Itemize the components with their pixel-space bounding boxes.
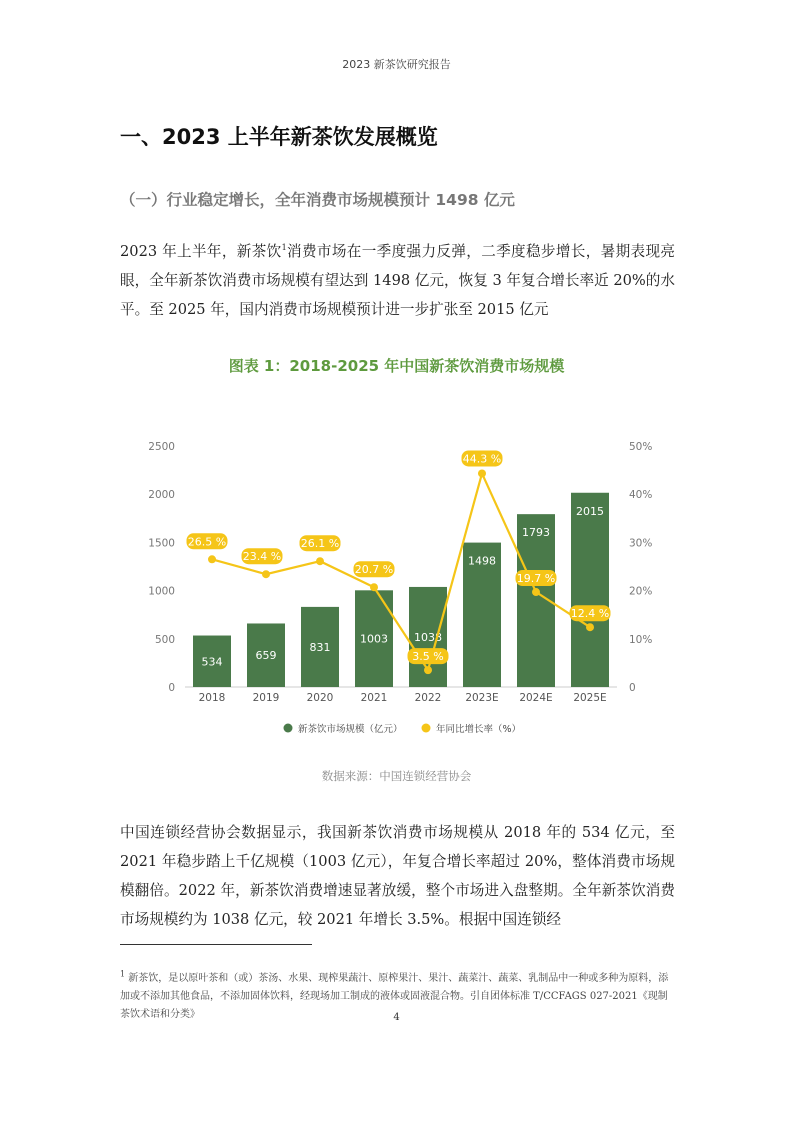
- legend-line-marker: [422, 724, 431, 733]
- y-tick-right: 40%: [629, 489, 653, 502]
- y-tick-right: 0: [629, 682, 636, 694]
- growth-rate-label: 23.4 %: [242, 550, 282, 564]
- growth-rate-point: [532, 588, 540, 596]
- legend-bar-label: 新茶饮市场规模（亿元）: [298, 724, 403, 735]
- y-tick-left: 2500: [148, 441, 175, 453]
- growth-rate-point: [478, 469, 486, 477]
- y-tick-left: 2000: [148, 489, 175, 502]
- growth-rate-point: [208, 555, 216, 563]
- growth-rate-label: 44.3 %: [462, 452, 502, 466]
- footnote-divider: [120, 944, 312, 945]
- paragraph-intro-lead: 2023 年上半年，新茶饮: [120, 243, 282, 260]
- legend-bar-marker: [284, 724, 293, 733]
- footnote-reference[interactable]: 1: [281, 243, 287, 253]
- y-tick-right: 50%: [629, 441, 653, 453]
- bar-value-label: 2015: [576, 504, 604, 518]
- y-tick-left: 1500: [148, 537, 175, 550]
- growth-rate-point: [316, 557, 324, 565]
- bar-value-label: 1793: [522, 526, 550, 540]
- y-tick-right: 20%: [629, 585, 653, 598]
- y-tick-right: 30%: [629, 537, 653, 550]
- paragraph-intro-rest: 消费市场在一季度强力反弹，二季度稳步增长，暑期表现亮眼，全年新茶饮消费市场规模有望达到 1498 亿元，恢复 3 年复合增长率近 20%的水平。至 2025 年，国内消费市场规模预计进一步扩张至 2015 亿元: [120, 243, 675, 318]
- running-header: 2023 新茶饮研究报告: [342, 58, 451, 71]
- paragraph-intro: [120, 237, 675, 324]
- growth-rate-label: 26.5 %: [187, 535, 227, 549]
- chart-svg: [118, 428, 678, 748]
- figure-caption: 图表 1：2018-2025 年中国新茶饮消费市场规模: [228, 357, 565, 375]
- growth-rate-label: 12.4 %: [570, 607, 610, 621]
- y-tick-left: 500: [154, 633, 175, 646]
- growth-rate-point: [424, 666, 432, 674]
- bar-value-label: 831: [309, 640, 331, 654]
- growth-rate-label: 26.1 %: [300, 537, 340, 551]
- page-number: 4: [393, 1012, 400, 1023]
- legend-line-label: 年同比增长率（%）: [436, 724, 522, 735]
- bar: [571, 493, 609, 687]
- bar-value-label: 1003: [360, 632, 388, 646]
- section-title: 一、2023 上半年新茶饮发展概览: [120, 125, 438, 149]
- bar-value-label: 534: [201, 655, 223, 669]
- x-tick-label: 2024E: [519, 692, 553, 704]
- paragraph-analysis: 中国连锁经营协会数据显示，我国新茶饮消费市场规模从 2018 年的 534 亿元，至 2021 年稳步踏上千亿规模（1003 亿元），年复合增长率超过 20%，整体消费市场规模翻倍。2022 年，新茶饮消费增速显著放缓，整个市场进入盘整期。全年新茶饮消费市场规模约为 1038 亿元，较 2021 年增长 3.5%。根据中国连锁经: [120, 824, 675, 928]
- bar-value-label: 659: [255, 649, 277, 663]
- x-tick-label: 2021: [360, 692, 388, 704]
- x-tick-label: 2022: [414, 692, 442, 704]
- subsection-title: （一）行业稳定增长，全年消费市场规模预计 1498 亿元: [120, 191, 515, 209]
- growth-rate-label: 20.7 %: [354, 563, 394, 577]
- market-size-chart: [118, 428, 678, 748]
- x-tick-label: 2023E: [465, 692, 499, 704]
- footnote-text: 新茶饮，是以原叶茶和（或）茶汤、水果、现榨果蔬汁、原榨果汁、果汁、蔬菜汁、蔬菜、乳制品中一种或多种为原料，添加或不添加其他食品，不添加固体饮料，经现场加工制成的液体或固液混合物。引自团体标准 T/CCFAGS 027-2021《现制茶饮术语和分类》: [120, 973, 669, 1020]
- bar-value-label: 1038: [414, 630, 442, 644]
- figure-source: 数据来源：中国连锁经营协会: [321, 769, 472, 783]
- growth-rate-point: [370, 583, 378, 591]
- x-tick-label: 2020: [306, 692, 334, 704]
- growth-rate-label: 19.7 %: [516, 572, 556, 586]
- x-tick-label: 2018: [198, 692, 226, 704]
- growth-rate-point: [586, 623, 594, 631]
- y-tick-left: 1000: [148, 585, 175, 598]
- footnote-marker: 1: [120, 969, 126, 979]
- y-tick-left: 0: [168, 682, 175, 694]
- growth-rate-point: [262, 570, 270, 578]
- bar-value-label: 1498: [468, 554, 496, 568]
- growth-rate-label: 3.5 %: [412, 650, 444, 664]
- x-tick-label: 2019: [252, 692, 280, 704]
- y-tick-right: 10%: [629, 633, 653, 646]
- x-tick-label: 2025E: [573, 692, 607, 704]
